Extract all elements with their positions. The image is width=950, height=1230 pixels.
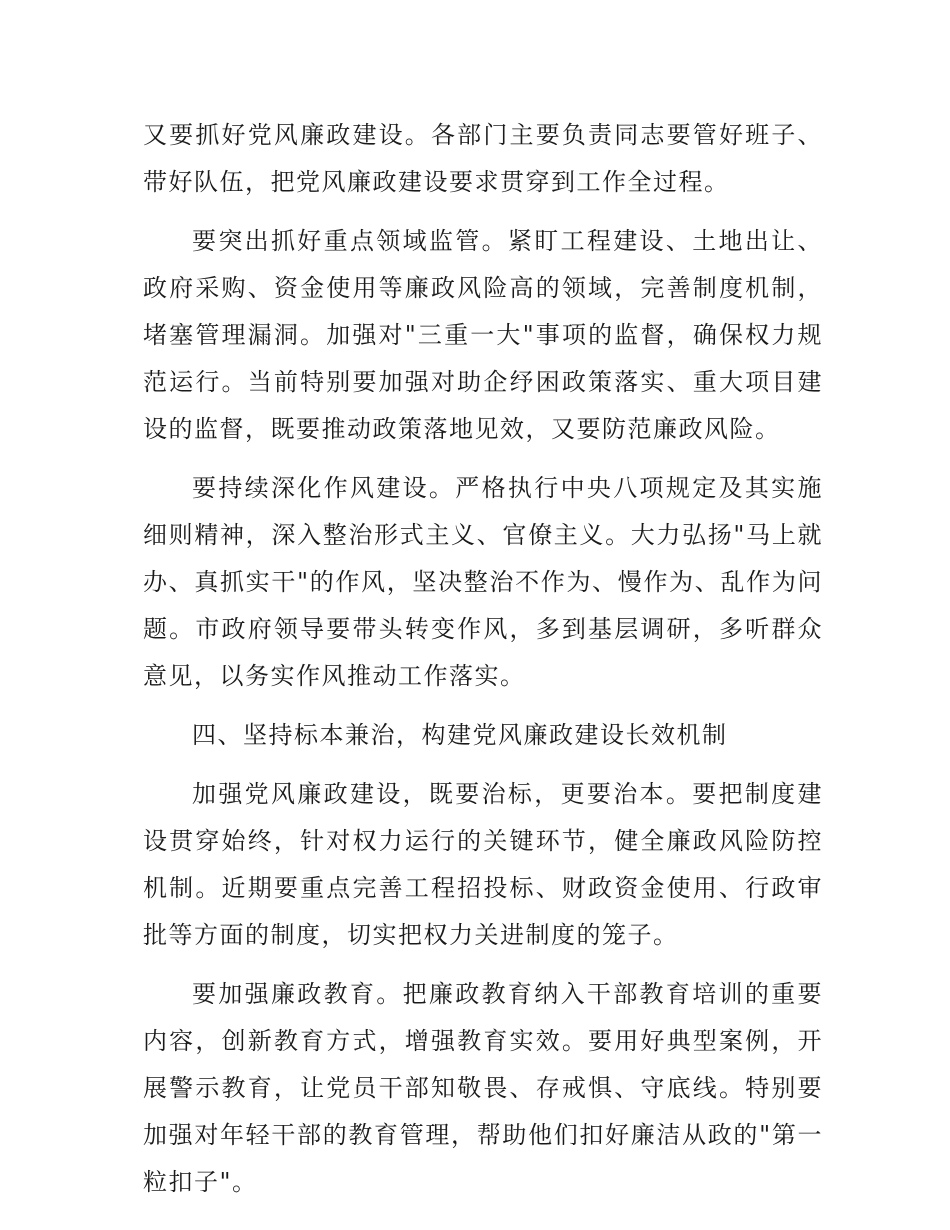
paragraph-system-building: 加强党风廉政建设，既要治标，更要治本。要把制度建设贯穿始终，针对权力运行的关键环节，健全廉政风险防控机制。近期要重点完善工程招投标、财政资金使用、行政审批等方面的制度，切实把权力关进制度的笼子。 xyxy=(143,780,823,949)
paragraph-key-area-supervision: 要突出抓好重点领域监管。紧盯工程建设、土地出让、政府采购、资金使用等廉政风险高的领域，完善制度机制，堵塞管理漏洞。加强对"三重一大"事项的监督，确保权力规范运行。当前特别要加强对助企纾困政策落实、重大项目建设的监督，既要推动政策落地见效，又要防范廉政风险。 xyxy=(143,227,823,443)
paragraph-work-style: 要持续深化作风建设。严格执行中央八项规定及其实施细则精神，深入整治形式主义、官僚主义。大力弘扬"马上就办、真抓实干"的作风，坚决整治不作为、慢作为、乱作为问题。市政府领导要带头转变作风，多到基层调研，多听群众意见，以务实作风推动工作落实。 xyxy=(143,474,823,690)
document-body xyxy=(143,112,823,1218)
section-heading-4: 四、坚持标本兼治，构建党风廉政建设长效机制 xyxy=(192,721,728,749)
paragraph-integrity-education: 要加强廉政教育。把廉政教育纳入干部教育培训的重要内容，创新教育方式，增强教育实效。要用好典型案例，开展警示教育，让党员干部知敬畏、存戒惧、守底线。特别要加强对年轻干部的教育管理，帮助他们扣好廉洁从政的"第一粒扣子"。 xyxy=(143,980,823,1196)
paragraph-continued: 又要抓好党风廉政建设。各部门主要负责同志要管好班子、带好队伍，把党风廉政建设要求贯穿到工作全过程。 xyxy=(143,121,823,196)
